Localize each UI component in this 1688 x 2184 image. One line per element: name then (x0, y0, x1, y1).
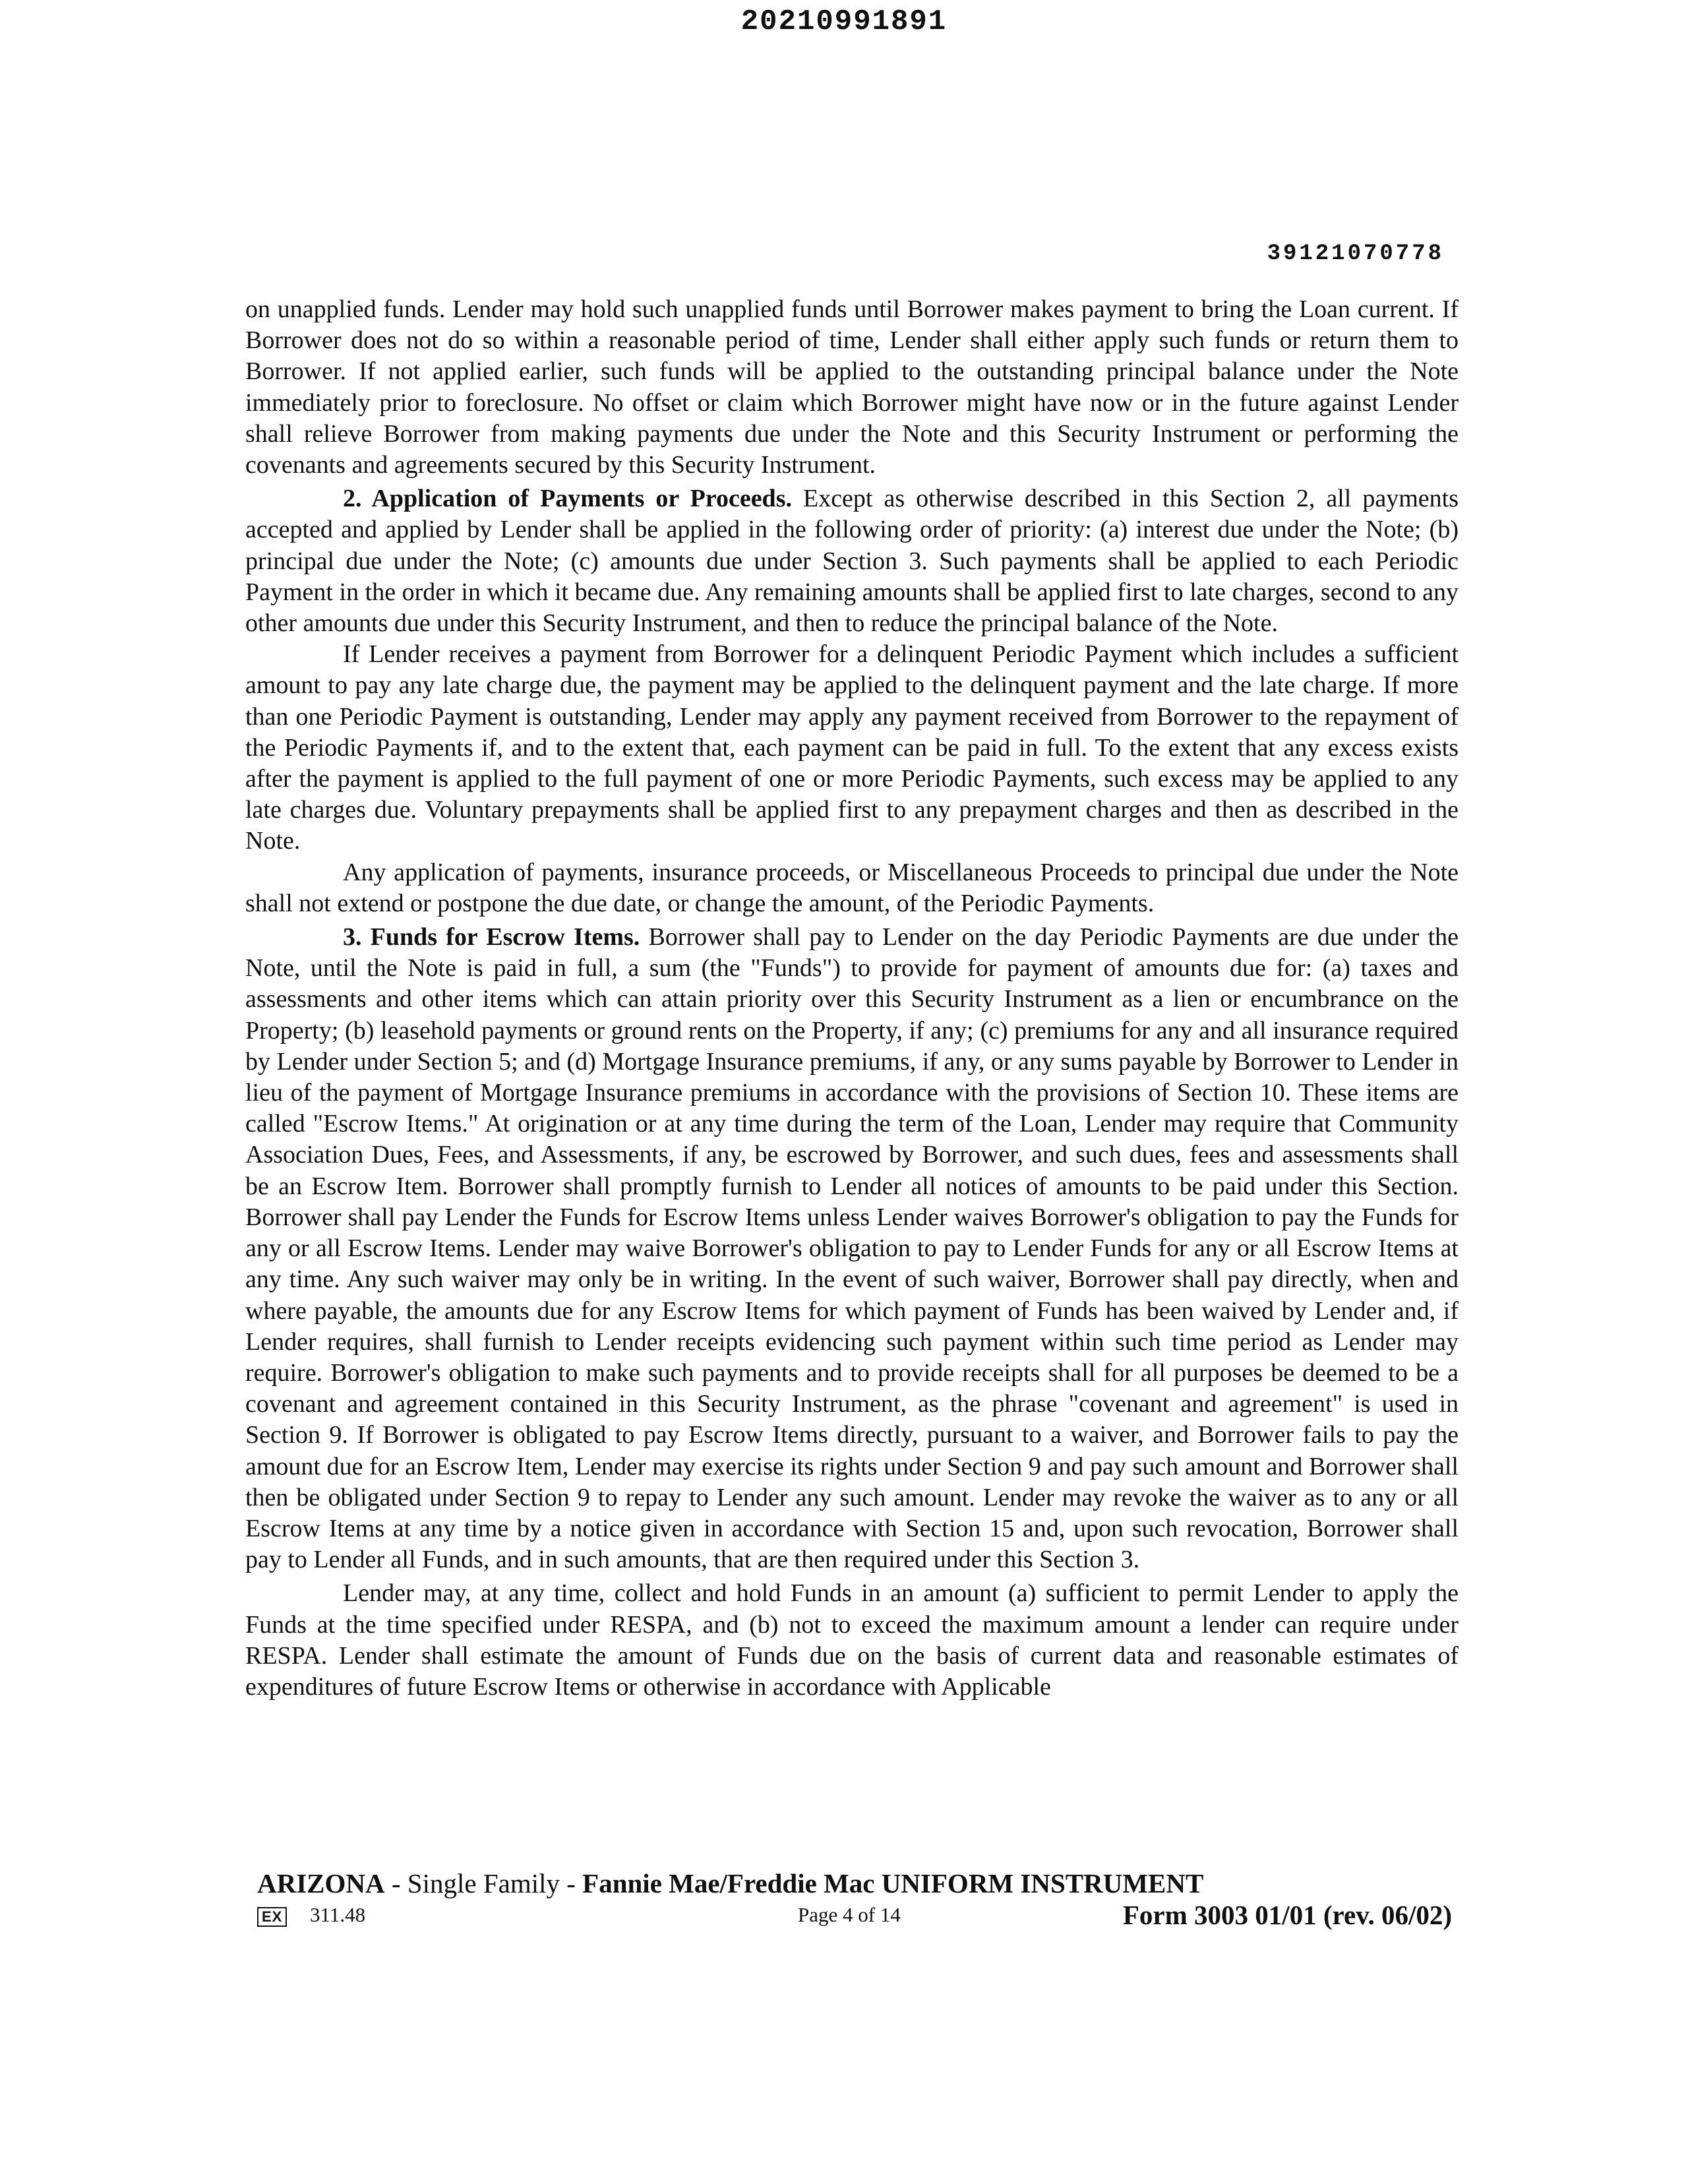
document-body (245, 294, 1459, 1703)
section-2-paragraph-3: Any application of payments, insurance proceeds, or Miscellaneous Proceeds to principal due under the Note shall not extend or postpone the due date, or change the amount, of the Periodic Payments. (245, 858, 1459, 917)
footer-instrument: Fannie Mae/Freddie Mac UNIFORM INSTRUMENT (582, 1868, 1204, 1898)
recording-number: 20210991891 (740, 5, 948, 38)
section-3-paragraph-2: Lender may, at any time, collect and hold Funds in an amount (a) sufficient to permit Lender to apply the Funds at the time specified under RESPA, and (b) not to exceed the maximum amount a lender can require under RESPA. Lender shall estimate the amount of Funds due on the basis of current data and reasonable estimates of expenditures of future Escrow Items or otherwise in accordance with Applicable (245, 1579, 1459, 1701)
section-3-paragraph (245, 922, 1459, 1575)
ex-logo-icon: EX (257, 1907, 287, 1927)
footer-meta (257, 1900, 1452, 1936)
footer-separator: - Single Family - (384, 1868, 583, 1898)
section-3-heading: 3. Funds for Escrow Items. (343, 923, 640, 952)
footer-state: ARIZONA (257, 1868, 385, 1898)
paragraph-continued: on unapplied funds. Lender may hold such unapplied funds until Borrower makes payment to bring the Loan current. If Borrower does not do so within a reasonable period of time, Lender shall either apply such funds or return them to Borrower. If not applied earlier, such funds will be applied to the outstanding principal balance under the Note immediately prior to foreclosure. No offset or claim which Borrower might have now or in the future against Lender shall relieve Borrower from making payments due under the Note and this Security Instrument or performing the covenants and agreements secured by this Security Instrument. (245, 295, 1459, 479)
section-3-text: Borrower shall pay to Lender on the day Periodic Payments are due under the Note, until the Note is paid in full, a sum (the "Funds") to provide for payment of amounts due for: (a) taxes and assessments and other items which can attain priority over this Security Instrument as a lien or encumbrance on the Property; (b) leasehold payments or ground rents on the Property, if any; (c) premiums for any and all insurance required by Lender under Section 5; and (d) Mortgage Insurance premiums, if any, or any sums payable by Borrower to Lender in lieu of the payment of Mortgage Insurance premiums in accordance with the provisions of Section 10. These items are called "Escrow Items." At origination or at any time during the term of the Loan, Lender may require that Community Association Dues, Fees, and Assessments, if any, be escrowed by Borrower, and such dues, fees and assessments shall be an Escrow Item. Borrower shall promptly furnish to Lender all notices of amounts to be paid under this Section. Borrower shall pay Lender the Funds for Escrow Items unless Lender waives Borrower's obligation to pay the Funds for any or all Escrow Items. Lender may waive Borrower's obligation to pay to Lender Funds for any or all Escrow Items at any time. Any such waiver may only be in writing. In the event of such waiver, Borrower shall pay directly, when and where payable, the amounts due for any Escrow Items for which payment of Funds has been waived by Lender and, if Lender requires, shall furnish to Lender receipts evidencing such payment within such time period as Lender may require. Borrower's obligation to make such payments and to provide receipts shall for all purposes be deemed to be a covenant and agreement contained in this Security Instrument, as the phrase "covenant and agreement" is used in Section 9. If Borrower is obligated to pay Escrow Items directly, pursuant to a waiver, and Borrower fails to pay the amount due for an Escrow Item, Lender may exercise its rights under Section 9 and pay such amount and Borrower shall then be obligated under Section 9 to repay to Lender any such amount. Lender may revoke the waiver as to any or all Escrow Items at any time by a notice given in accordance with Section 15 and, upon such revocation, Borrower shall pay to Lender all Funds, and in such amounts, that are then required under this Section 3. (245, 923, 1459, 1574)
page-number: Page 4 of 14 (798, 1903, 901, 1926)
loan-number: 39121070778 (1267, 241, 1444, 266)
footer-form-code: 311.48 (310, 1903, 366, 1926)
section-2-paragraph-2: If Lender receives a payment from Borrower for a delinquent Periodic Payment which includes a sufficient amount to pay any late charge due, the payment may be applied to the delinquent payment and the late charge. If more than one Periodic Payment is outstanding, Lender may apply any payment received from Borrower to the repayment of the Periodic Payments if, and to the extent that, each payment can be paid in full. To the extent that any excess exists after the payment is applied to the full payment of one or more Periodic Payments, such excess may be applied to any late charges due. Voluntary prepayments shall be applied first to any prepayment charges and then as described in the Note. (245, 640, 1459, 855)
section-2-text: Except as otherwise described in this Section 2, all payments accepted and applied by Lender shall be applied in the following order of priority: (a) interest due under the Note; (b) principal due under the Note; (c) amounts due under Section 3. Such payments shall be applied to each Periodic Payment in the order in which it became due. Any remaining amounts shall be applied first to late charges, second to any other amounts due under this Security Instrument, and then to reduce the principal balance of the Note. (245, 485, 1459, 638)
section-2-heading: 2. Application of Payments or Proceeds. (343, 485, 792, 513)
footer-title (257, 1867, 1203, 1899)
form-number: Form 3003 01/01 (rev. 06/02) (1122, 1900, 1452, 1930)
section-2-paragraph (245, 483, 1459, 639)
